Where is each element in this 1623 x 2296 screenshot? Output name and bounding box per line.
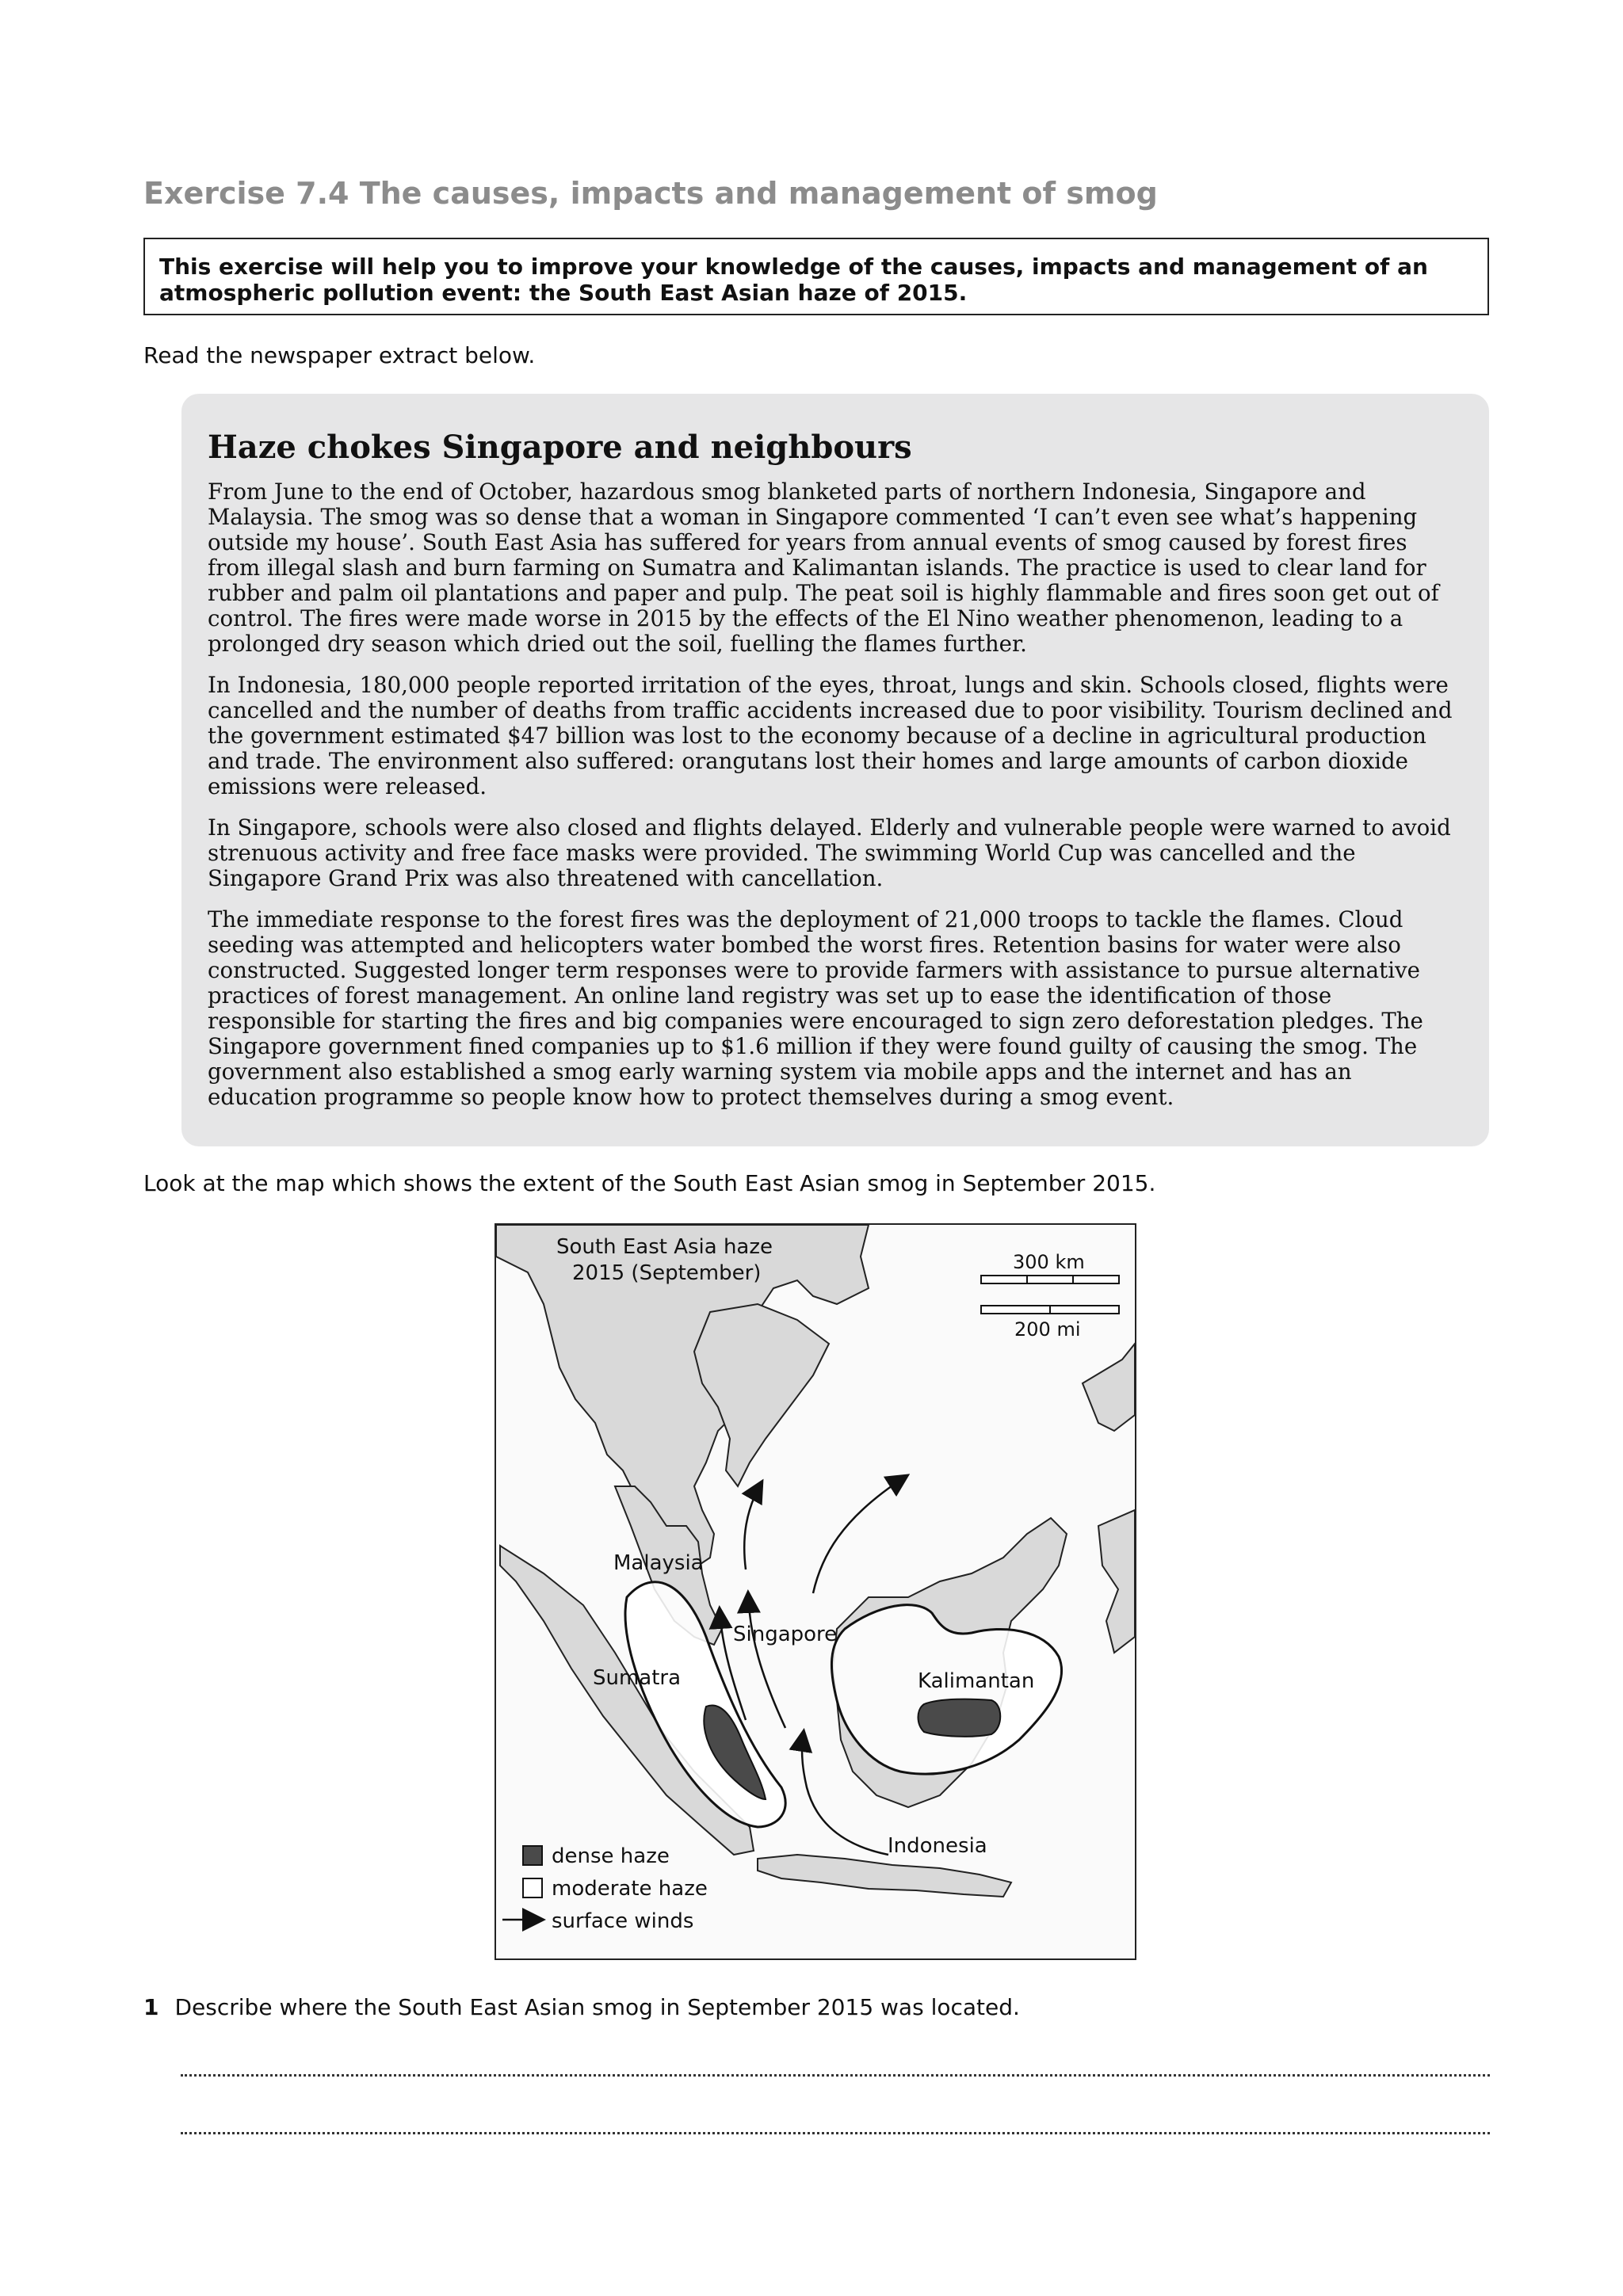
read-instruction: Read the newspaper extract below. xyxy=(143,342,536,368)
scale-mi-label: 200 mi xyxy=(1014,1318,1081,1341)
article-paragraph-3: In Singapore, schools were also closed and flights delayed. Elderly and vulnerable people were warned to avoid strenuous activity and free face masks were provided. The swimming World Cup was cancelled and the Singapore Grand Prix was also threatened with cancellation. xyxy=(208,814,1451,891)
scale-km-label: 300 km xyxy=(1013,1251,1085,1273)
wind-arrow-4 xyxy=(813,1476,907,1593)
sulawesi-landmass xyxy=(1098,1510,1135,1653)
map-instruction: Look at the map which shows the extent of the South East Asian smog in September 2015. xyxy=(143,1170,1156,1196)
article-paragraph-1: From June to the end of October, hazardous smog blanketed parts of northern Indonesia, Singapore and Malaysia. The smog was so dense that a woman in Singapore commented ‘I can’t even see what’s happening outside my house’. South East Asia has suffered for years from annual events of smog caused by forest fires from illegal slash and burn farming on Sumatra and Kalimantan islands. The practice is used to clear land for rubber and palm oil plantations and paper and pulp. The peat soil is highly flammable and fires soon get out of control. The fires were made worse in 2015 by the effects of the El Nino weather phenomenon, leading to a prolonged dry season which dried out the soil, fuelling the flames further. xyxy=(208,479,1439,657)
map-legend xyxy=(502,1844,708,1933)
label-indonesia: Indonesia xyxy=(888,1834,987,1858)
article-paragraph-4: The immediate response to the forest fires was the deployment of 21,000 troops to tackle the flames. Cloud seeding was attempted and helicopters water bombed the worst fires. Retention basins for water were also constructed. Suggested longer term responses were to provide farmers with assistance to pursue alternative practices of forest management. An online land registry was set up to ease the identification of those responsible for starting the fires and big companies were encouraged to sign zero deforestation pledges. The Singapore government fined companies up to $1.6 million if they were found guilty of causing the smog. The government also established a smog early warning system via mobile apps and the internet and has an education programme so people know how to protect themselves during a smog event. xyxy=(208,906,1423,1110)
intro-text: This exercise will help you to improve your knowledge of the causes, impacts and management of an atmospheric pollution event: the South East Asian haze of 2015. xyxy=(159,254,1428,306)
map-title-line1: South East Asia haze xyxy=(556,1235,773,1259)
legend-dense-swatch xyxy=(523,1846,542,1865)
legend-dense-label: dense haze xyxy=(552,1844,670,1868)
answer-line-2[interactable] xyxy=(181,2132,1490,2134)
dense-haze-kalimantan xyxy=(918,1699,1001,1737)
haze-map-svg xyxy=(496,1225,1135,1958)
legend-moderate-label: moderate haze xyxy=(552,1877,708,1901)
question-1 xyxy=(143,1994,1020,2020)
exercise-title: Exercise 7.4 The causes, impacts and management of smog xyxy=(143,176,1158,211)
indochina-landmass xyxy=(694,1304,829,1486)
map-title-line2: 2015 (September) xyxy=(572,1261,762,1285)
label-singapore: Singapore xyxy=(733,1623,838,1646)
scale-bar xyxy=(981,1251,1119,1341)
label-malaysia: Malaysia xyxy=(613,1551,704,1575)
philippines-landmass xyxy=(1083,1344,1135,1431)
legend-moderate-swatch xyxy=(523,1878,542,1897)
haze-map xyxy=(495,1223,1136,1960)
article-paragraph-2: In Indonesia, 180,000 people reported irritation of the eyes, throat, lungs and skin. Schools closed, flights were cancelled and the number of deaths from traffic accidents increased due to poor visibility. Tourism declined and the government estimated $47 billion was lost to the economy because of a decline in agricultural production and trade. The environment also suffered: orangutans lost their homes and large amounts of carbon dioxide emissions were released. xyxy=(208,672,1453,799)
label-kalimantan: Kalimantan xyxy=(918,1669,1035,1693)
newspaper-extract xyxy=(181,394,1489,1146)
label-sumatra: Sumatra xyxy=(593,1666,682,1690)
question-number: 1 xyxy=(143,1994,159,2020)
question-text: Describe where the South East Asian smog in September 2015 was located. xyxy=(174,1994,1020,2020)
wind-arrow-2 xyxy=(748,1593,785,1728)
intro-box xyxy=(143,238,1489,315)
legend-winds-label: surface winds xyxy=(552,1909,694,1933)
answer-line-1[interactable] xyxy=(181,2074,1490,2077)
java-landmass xyxy=(758,1855,1011,1897)
article-headline: Haze chokes Singapore and neighbours xyxy=(208,429,912,466)
wind-arrow-3 xyxy=(744,1482,762,1569)
